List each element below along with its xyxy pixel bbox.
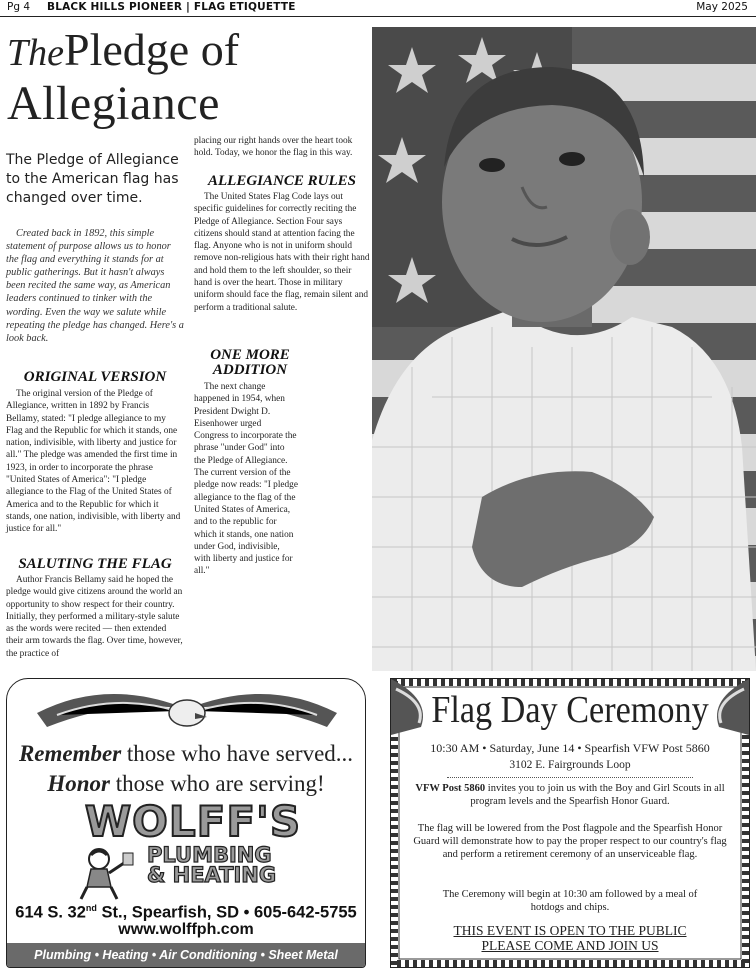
heading-allegiance-rules: ALLEGIANCE RULES (208, 173, 356, 189)
wolffs-plumbing-ad (6, 678, 366, 968)
host-name: VFW Post 5860 (415, 783, 486, 794)
section-allegiance-rules (194, 191, 370, 314)
flag-day-ceremony-ad (390, 678, 750, 968)
article-intro: Created back in 1892, this simple statement of purpose allows us to honor the flag and everything it stands for at public gatherings. But it hasn't always been recited the same way, as American leaders continued to tinker with the wording. Even the way we salute while repeating the pledge has changed. Here's a look back. (6, 228, 184, 344)
heading-saluting-flag: SALUTING THE FLAG (18, 556, 172, 572)
masthead: BLACK HILLS PIONEER | FLAG ETIQUETTE (47, 1, 296, 13)
ear (610, 209, 650, 265)
heading-one-more-addition (194, 348, 306, 378)
paragraph: The original version of the Pledge of Allegiance, written in 1892 by Francis Bellamy, stated: "I pledge allegiance to my Flag and the Republic for which it stands, one nation, indivisible, with liberty and justice for all." The pledge was amended the first time in 1923, in order to incorporate the phrase "United States of America": "I pledge allegiance to the Flag of the United States of America and to the Republic for which it stands, one nation, indivisible, with liberty and justice for all." (6, 389, 181, 535)
ceremony-cta (405, 923, 735, 953)
ceremony-host-text (411, 782, 729, 808)
title-line-2: Allegiance (7, 77, 220, 130)
paragraph: placing our right hands over the heart took hold. Today, we honor the flag in this way. (194, 136, 353, 159)
ad-services-bar: Plumbing • Heating • Air Conditioning • Sheet Metal (7, 943, 365, 968)
address-sup: nd (85, 903, 97, 913)
right-eye (559, 152, 585, 166)
heading-original-version: ORIGINAL VERSION (23, 369, 167, 385)
eagle-flag-graphic (37, 683, 337, 739)
section-one-more-addition (194, 381, 298, 578)
remember-word: Remember (18, 741, 122, 766)
section-saluting-flag (6, 574, 184, 660)
title-the: The (7, 32, 64, 74)
paragraph: The United States Flag Code lays out specific guidelines for correctly reciting the Pledge of Allegiance. Section Four says citizens should stand at attention facing the flag. Anyone who is not in uniform should remove non-religious hats with their right hand and hold them to the left shoulder, so their hand is over the heart. Those in military uniform should face the flag, remain silent and perform a traditional salute. (194, 192, 370, 313)
host-rest: invites you to join us with the Boy and Girl Scouts in all program levels and the Spearfish Honor Guard. (470, 783, 725, 807)
heading-line: ADDITION (212, 362, 288, 378)
wolffs-logo: WOLFF'S (84, 797, 302, 846)
divider (447, 777, 693, 778)
address-part: St., Spearfish, SD • 605-642-5755 (96, 903, 357, 922)
ceremony-title: Flag Day Ceremony (431, 689, 709, 731)
title-line-1: Pledge of (64, 24, 240, 75)
cta-line-1: THIS EVENT IS OPEN TO THE PUBLIC (453, 923, 687, 938)
heading-line: ONE MORE (210, 347, 290, 363)
ad-line-remember (7, 741, 365, 767)
child-pledge-photo (372, 27, 756, 671)
photo-illustration (372, 27, 756, 671)
ceremony-paragraph-2: The flag will be lowered from the Post flagpole and the Spearfish Honor Guard will demonstrate how to pay the proper respect to our country's flag and perform a retirement ceremony of an unserviceable flag. (413, 823, 727, 860)
logo-line-heating: & HEATING (147, 863, 277, 887)
cta-line-2: PLEASE COME AND JOIN US (481, 938, 659, 953)
page-header (0, 0, 756, 17)
honor-rest: those who are serving! (110, 771, 325, 796)
column-2-continuation (194, 135, 370, 160)
paragraph: The next change happened in 1954, when President Dwight D. Eisenhower urged Congress to incorporate the phrase "under God" into the Pledge of Allegiance. The current version of the pledge now reads: "I pledge allegiance to the flag of the United States of America, and to the republic for which it stands, one nation under God, indivisible, with liberty and justice for all." (194, 382, 298, 577)
left-eye (479, 158, 505, 172)
address-part: 614 S. 32 (15, 903, 86, 922)
ceremony-when: 10:30 AM • Saturday, June 14 • Spearfish VFW Post 5860 (430, 741, 710, 755)
ceremony-address: 3102 E. Fairgrounds Loop (509, 759, 631, 771)
section-original-version (6, 388, 184, 536)
page-number: Pg 4 (7, 1, 31, 13)
ceremony-paragraph-3: The Ceremony will begin at 10:30 am followed by a meal of hotdogs and chips. (442, 889, 698, 913)
ad-website[interactable]: www.wolffph.com (118, 921, 254, 938)
article-deck: The Pledge of Allegiance to the American flag has changed over time. (6, 152, 179, 206)
paragraph: Author Francis Bellamy said he hoped the pledge would give citizens around the world an opportunity to show respect for their country. Initially, they performed a military-style salute as the words were recited — then extended their arm towards the flag. Over time, however, the practice of (6, 575, 183, 659)
ad-line-honor (7, 771, 365, 797)
plumbing-heating-logo (147, 845, 317, 885)
issue-date: May 2025 (696, 1, 748, 13)
logo-line-plumbing: PLUMBING (147, 843, 272, 867)
remember-rest: those who have served... (121, 741, 354, 766)
article-title (7, 24, 367, 130)
ad-address (7, 903, 365, 923)
plumber-mascot-icon (73, 847, 139, 903)
honor-word: Honor (47, 771, 111, 796)
